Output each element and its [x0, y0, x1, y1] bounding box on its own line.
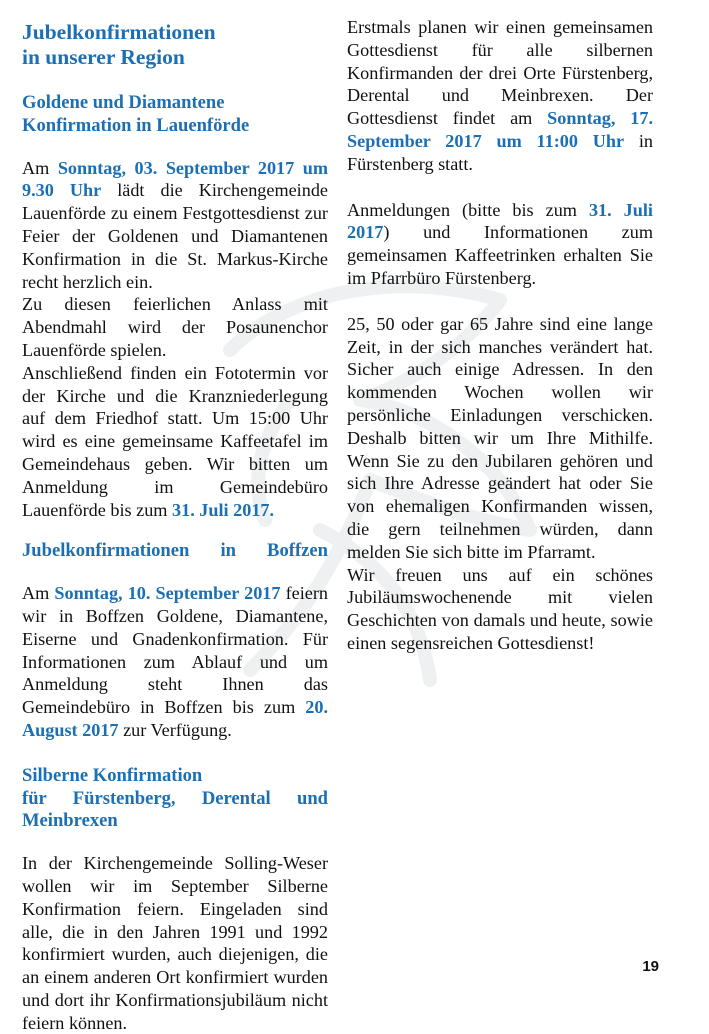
highlighted-date: 31. Juli 2017. [172, 499, 275, 520]
highlighted-date: Sonntag, 17. September 2017 um 11:00 Uhr [347, 108, 653, 151]
left-column [22, 20, 328, 1034]
paragraph: Anschließend finden ein Fototermin vor der Kirche und die Kranzniederlegung auf dem Friedhof statt. Um 15:00 Uhr wird es eine gemeinsame Kaffeetafel im Gemeindehaus geben. Wir bitten um Anmeldung im Gemeindebüro Lauenförde bis zum 31. Juli 2017. [22, 362, 328, 520]
paragraph: In der Kirchengemeinde Solling-Weser wollen wir im September Silberne Konfirmation feiern. Eingeladen sind alle, die in den Jahren 1991 und 1992 konfirmiert wurden, auch diejenigen, die an einem anderen Ort konfirmiert wurden und dort ihr Konfirmationsjubiläum nicht feiern können. [22, 853, 328, 1033]
page-title: Jubelkonfirmationen in unserer Region [22, 20, 216, 69]
paragraph: Am Sonntag, 03. September 2017 um 9.30 Uhr lädt die Kirchengemeinde Lauenförde zu einem Festgottesdienst zur Feier der Goldenen und Diamantenen Konfirmation in die St. Markus-Kirche recht herzlich ein. [22, 157, 329, 292]
page-number: 19 [642, 958, 659, 975]
paragraph: Wir freuen uns auf ein schönes Jubiläumswochenende mit vielen Geschichten von damals und heute, sowie einen segensreichen Gottesdienst! [347, 564, 653, 653]
paragraph: Am Sonntag, 10. September 2017 feiern wir in Boffzen Goldene, Diamantene, Eiserne und Gnadenkonfirmation. Für Informationen zum Ablauf und um Anmeldung steht Ihnen das Gemeindebüro in Boffzen bis zum 20. August 2017 zur Verfügung. [22, 583, 328, 740]
paragraph-continued: Erstmals planen wir einen gemeinsamen Gottesdienst für alle silbernen Konfirmanden der drei Orte Fürstenberg, Derental und Meinbrexen. Der Gottesdienst findet am Sonntag, 17. September 2017 um 11:00 Uhr in Fürstenberg statt. [347, 17, 653, 174]
section-heading-silberne: Silberne Konfirmation für Fürstenberg, Derental und Meinbrexen [22, 764, 328, 832]
highlighted-date: 31. Juli 2017 [347, 199, 653, 243]
right-column [347, 16, 653, 655]
highlighted-date: Sonntag, 10. September 2017 [54, 583, 281, 604]
paragraph: Anmeldungen (bitte bis zum 31. Juli 2017) und Informationen zum gemeinsamen Kaffeetrinken erhalten Sie im Pfarrbüro Fürstenberg. [347, 199, 653, 288]
section-heading-lauenfoerde: Goldene und Diamantene Konfirmation in Lauenförde [22, 92, 250, 136]
paragraph: 25, 50 oder gar 65 Jahre sind eine lange Zeit, in der sich manches verändert hat. Sicher auch einige Adressen. In den kommenden Wochen wollen wir persönliche Einladungen verschicken. Deshalb bitten wir um Ihre Mithilfe. Wenn Sie zu den Jubilaren gehören und sich Ihre Adresse geändert hat oder Sie von ehemaligen Konfirmanden wissen, die gern teilnehmen würden, dann melden Sie sich bitte im Pfarramt. [347, 313, 653, 562]
highlighted-date: 20. August 2017 [22, 697, 328, 740]
section-heading-boffzen: Jubelkonfirmationen in Boffzen [22, 540, 328, 562]
highlighted-date: Sonntag, 03. September 2017 um 9.30 Uhr [22, 157, 329, 201]
paragraph: Zu diesen feierlichen Anlass mit Abendmahl wird der Posaunenchor Lauenförde spielen. [22, 294, 328, 360]
